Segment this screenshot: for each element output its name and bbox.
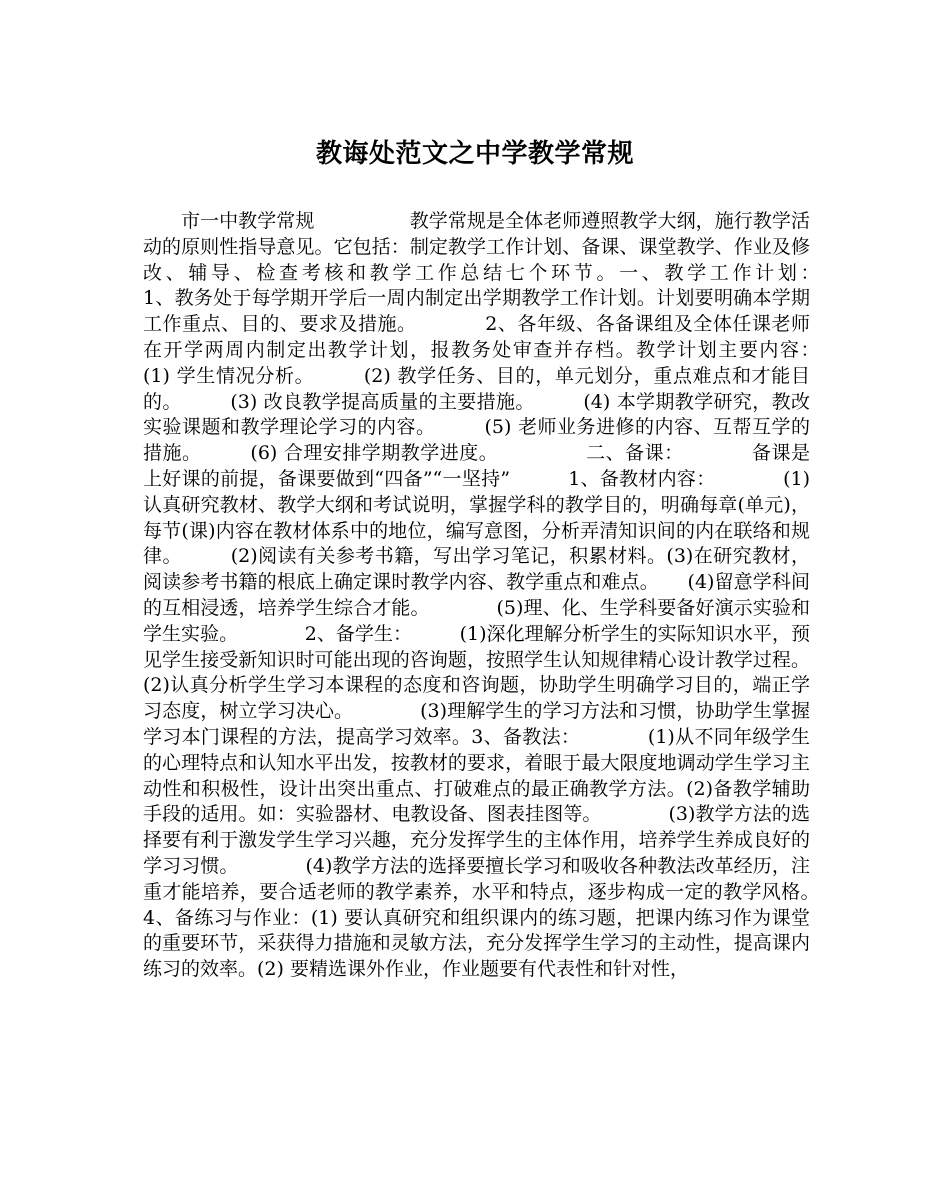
document-title: 教诲处范文之中学教学常规 xyxy=(315,139,634,169)
document-body-text: 市一中教学常规 教学常规是全体老师遵照教学大纲，施行教学活动的原则性指导意见。它包括：制定教学工作计划、备课、课堂教学、作业及修改、辅导、检查考核和教学工作总结七个环节。一、教学工作计划： 1、教务处于每学期开学后一周内制定出学期教学工作计划。计划要明确本学期工作重点、目的、要求及措施。 2、各年级、各备课组及全体任课老师在开学两周内制定出教学计划，报教务处审查并存档。教学计划主要内容： (1) 学生情况分析。 (2) 教学任务、目的，单元划分，重点难点和才能目的。 (3) 改良教学提高质量的主要措施。 (4) 本学期教学研究，教改实验课题和教学理论学习的内容。 (5) 老师业务进修的内容、互帮互学的措施。 (6) 合理安排学期教学进度。 二、备课： 备课是上好课的前提，备课要做到“四备”“一坚持” 1、备教材内容： (1)认真研究教材、教学大纲和考试说明，掌握学科的教学目的，明确每章(单元)，每节(课)内容在教材体系中的地位，编写意图，分析弄清知识间的内在联络和规律。 (2)阅读有关参考书籍，写出学习笔记，积累材料。(3)在研究教材，阅读参考书籍的根底上确定课时教学内容、教学重点和难点。 (4)留意学科间的互相浸透，培养学生综合才能。 (5)理、化、生学科要备好演示实验和学生实验。 2、备学生： (1)深化理解分析学生的实际知识水平，预见学生接受新知识时可能出现的咨询题，按照学生认知规律精心设计教学过程。(2)认真分析学生学习本课程的态度和咨询题，协助学生明确学习目的，端正学习态度，树立学习决心。 (3)理解学生的学习方法和习惯，协助学生掌握学习本门课程的方法，提高学习效率。3、备教法： (1)从不同年级学生的心理特点和认知水平出发，按教材的要求，着眼于最大限度地调动学生学习主动性和积极性，设计出突出重点、打破难点的最正确教学方法。(2)备教学辅助手段的适用。如：实验器材、电教设备、图表挂图等。 (3)教学方法的选择要有利于激发学生学习兴趣，充分发挥学生的主体作用，培养学生养成良好的学习习惯。 (4)教学方法的选择要擅长学习和吸收各种教法改革经历，注重才能培养，要合适老师的教学素养，水平和特点，逐步构成一定的教学风格。 4、备练习与作业：(1) 要认真研究和组织课内的练习题，把课内练习作为课堂的重要环节，采获得力措施和灵敏方法，充分发挥学生学习的主动性，提高课内练习的效率。(2) 要精选课外作业，作业题要有代表性和针对性， xyxy=(143,210,906,981)
